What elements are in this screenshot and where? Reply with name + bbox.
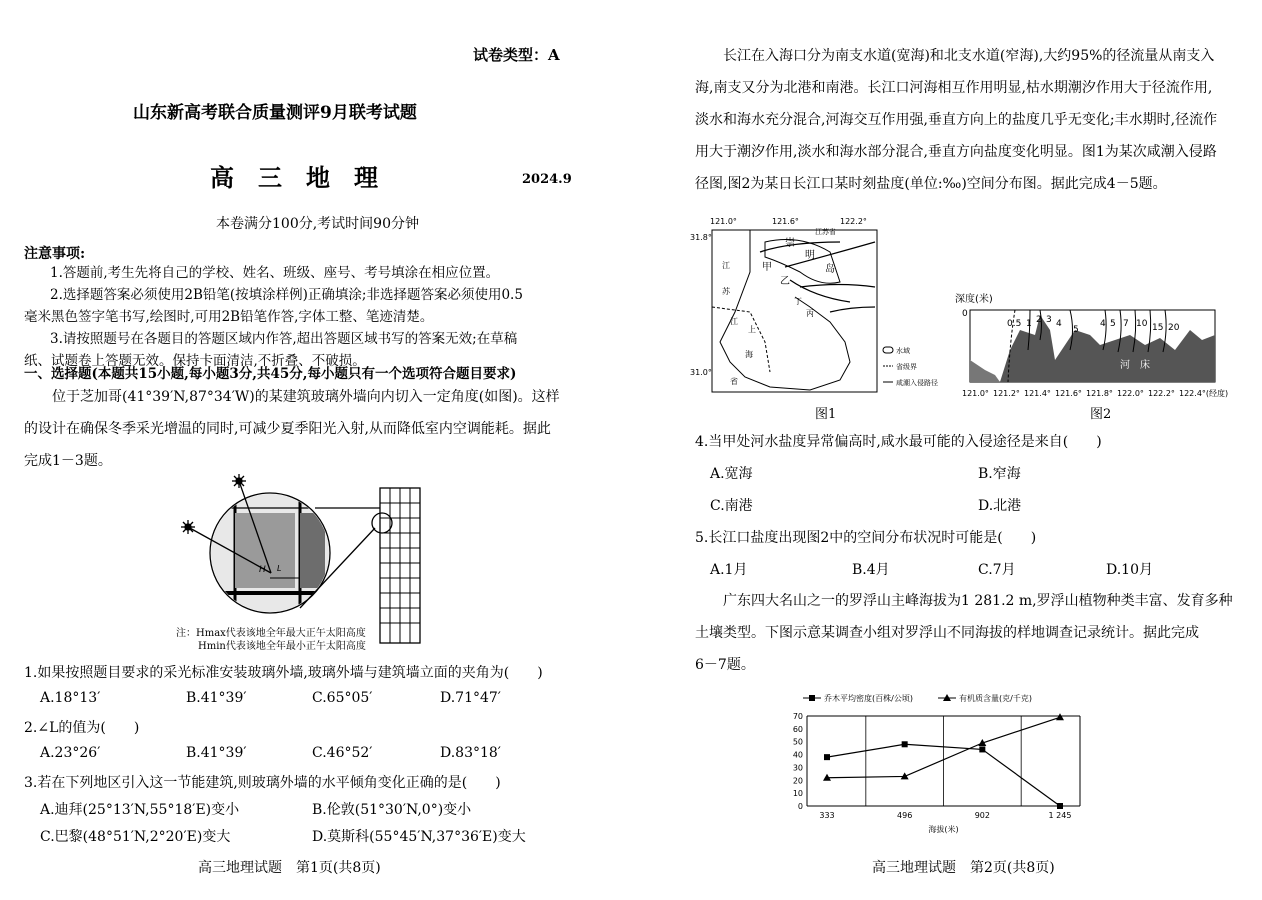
figure-note-2: Hmin代表该地全年最小正午太阳高度 <box>198 641 366 652</box>
place-label: 丙 <box>806 309 814 318</box>
legend-item: 水域 <box>896 347 910 355</box>
x-tick: 121.4° <box>1024 389 1051 398</box>
question-1: 1.如果按照题目要求的采光标准安装玻璃外墙,玻璃外墙与建筑墙立面的夹角为( ) <box>24 665 543 681</box>
altitude-line-chart <box>775 688 1110 838</box>
q4-option-b: B.窄海 <box>978 466 1021 482</box>
q4-option-d: D.北港 <box>978 498 1022 514</box>
lat-label: 31.0° <box>690 368 712 377</box>
lon-label: 122.2° <box>840 217 867 226</box>
place-label: 上 <box>748 325 756 334</box>
place-label: 海 <box>745 350 753 359</box>
y-tick-label: 40 <box>792 750 803 760</box>
x-tick-label: 902 <box>974 811 990 820</box>
data-point-square <box>1057 803 1063 809</box>
place-label: 崇 <box>785 238 795 249</box>
q5-option-d: D.10月 <box>1106 562 1153 578</box>
question-5: 5.长江口盐度出现图2中的空间分布状况时可能是( ) <box>695 530 1037 546</box>
intro-line: 6－7题。 <box>695 657 755 673</box>
place-label: 岛 <box>825 264 835 275</box>
isohaline-label: 4 <box>1056 319 1062 329</box>
isohaline-label: 20 <box>1168 323 1180 333</box>
intro-line: 位于芝加哥(41°39′N,87°34′W)的某建筑玻璃外墙向内切入一定角度(如图)。这样 <box>52 389 560 405</box>
intro-line: 土壤类型。下图示意某调查小组对罗浮山不同海拔的样地调查记录统计。据此完成 <box>695 625 1199 641</box>
notice-title: 注意事项: <box>24 246 86 262</box>
figure-1-map <box>690 212 938 422</box>
legend-item: 省级界 <box>896 363 917 371</box>
x-tick: 121.0° <box>962 389 989 398</box>
exam-date: 2024.9 <box>522 172 572 187</box>
subject-title: 高 三 地 理 <box>210 163 378 192</box>
isohaline-label: 4 <box>1100 319 1106 329</box>
isohaline-label: 5 <box>1073 325 1079 335</box>
q1-option-a: A.18°13′ <box>40 690 101 706</box>
intro-line: 径图,图2为某日长江口某时刻盐度(单位:‰)空间分布图。据此完成4－5题。 <box>695 176 1167 192</box>
page-footer: 高三地理试题 第1页(共8页) <box>198 860 381 876</box>
isohaline-label: 3 <box>1046 315 1052 325</box>
lon-label: 121.6° <box>772 217 799 226</box>
q5-option-b: B.4月 <box>852 562 890 578</box>
riverbed-label: 河 床 <box>1120 360 1150 371</box>
intro-line: 广东四大名山之一的罗浮山主峰海拔为1 281.2 m,罗浮山植物种类丰富、发育多种 <box>723 593 1233 609</box>
section-title: 一、选择题(本题共15小题,每小题3分,共45分,每小题只有一个选项符合题目要求) <box>24 366 517 382</box>
x-tick-label: 333 <box>819 811 835 820</box>
q5-option-a: A.1月 <box>710 562 748 578</box>
legend-item: 咸潮入侵路径 <box>896 379 938 387</box>
place-label: 苏 <box>722 287 730 296</box>
notice-item: 2.选择题答案必须使用2B铅笔(按填涂样例)正确填涂;非选择题答案必须使用0.5 <box>50 287 523 303</box>
place-label: 明 <box>805 250 815 261</box>
angle-l-label: L <box>277 564 282 573</box>
isohaline-label: 10 <box>1136 319 1148 329</box>
paper-type: 试卷类型：A <box>473 46 560 64</box>
x-tick: 122.0° <box>1117 389 1144 398</box>
y-tick-label: 0 <box>797 802 803 811</box>
y-tick-label: 10 <box>792 789 803 799</box>
q4-option-a: A.宽海 <box>710 466 753 482</box>
place-label: 乙 <box>780 276 790 287</box>
score-time: 本卷满分100分,考试时间90分钟 <box>216 216 419 232</box>
figure-note-1: 注：Hmax代表该地全年最大正午太阳高度 <box>176 628 366 639</box>
question-2: 2.∠L的值为( ) <box>24 720 140 736</box>
x-axis-label: 海拔(米) <box>928 825 959 834</box>
data-point-square <box>824 754 830 760</box>
data-point-square <box>979 746 985 752</box>
notice-list <box>24 262 584 372</box>
legend-label: 乔木平均密度(百株/公顷) <box>824 694 913 703</box>
x-tick: 122.2° <box>1148 389 1175 398</box>
question-3: 3.若在下列地区引入这一节能建筑,则玻璃外墙的水平倾角变化正确的是( ) <box>24 775 501 791</box>
place-label: 甲 <box>762 262 772 273</box>
isohaline-label: 0.5 <box>1007 319 1022 329</box>
figure-1-caption: 图1 <box>815 407 837 422</box>
intro-line: 长江在入海口分为南支水道(宽海)和北支水道(窄海),大约95%的径流量从南支入 <box>723 48 1215 64</box>
place-label: 江苏省 <box>815 228 836 236</box>
q3-option-d: D.莫斯科(55°45′N,37°36′E)变大 <box>312 829 526 845</box>
x-tick-label: 496 <box>897 811 913 820</box>
q2-option-a: A.23°26′ <box>40 745 101 761</box>
isohaline-label: 2 <box>1036 315 1042 325</box>
x-tick: 121.8° <box>1086 389 1113 398</box>
q2-option-c: C.46°52′ <box>312 745 373 761</box>
q1-option-b: B.41°39′ <box>186 690 247 706</box>
question-4: 4.当甲处河水盐度异常偏高时,咸水最可能的入侵途径是来自( ) <box>695 434 1102 450</box>
intro-6-7 <box>695 585 1255 681</box>
x-tick: 121.6° <box>1055 389 1082 398</box>
q1-option-c: C.65°05′ <box>312 690 373 706</box>
q3-option-c: C.巴黎(48°51′N,2°20′E)变大 <box>40 829 231 845</box>
intro-line: 海,南支又分为北港和南港。长江口河海相互作用明显,枯水期潮汐作用大于径流作用, <box>695 80 1213 96</box>
notice-item: 1.答题前,考生先将自己的学校、姓名、班级、座号、考号填涂在相应位置。 <box>50 265 500 281</box>
isohaline-label: 1 <box>1026 319 1032 329</box>
y-tick-label: 50 <box>792 737 803 747</box>
depth-label: 深度(米) <box>955 294 993 305</box>
isohaline-label: 5 <box>1110 319 1116 329</box>
data-point-triangle <box>1056 713 1064 720</box>
notice-item: 毫米黑色签字笔书写,绘图时,可用2B铅笔作答,字体工整、笔迹清楚。 <box>24 309 434 325</box>
depth-zero: 0 <box>962 309 968 319</box>
place-label: 省 <box>730 377 738 386</box>
intro-line: 淡水和海水充分混合,河海交互作用强,垂直方向上的盐度几乎无变化;丰水期时,径流作 <box>695 112 1218 128</box>
notice-item: 纸、试题卷上答题无效。保持卡面清洁,不折叠、不破损。 <box>24 353 366 369</box>
intro-line: 完成1－3题。 <box>24 453 112 469</box>
intro-line: 的设计在确保冬季采光增温的同时,可减少夏季阳光入射,从而降低室内空调能耗。据此 <box>24 421 551 437</box>
page-2 <box>640 0 1262 900</box>
q5-option-c: C.7月 <box>978 562 1016 578</box>
legend-marker <box>809 695 815 701</box>
exam-title: 山东新高考联合质量测评9月联考试题 <box>133 103 417 123</box>
intro-4-5 <box>695 40 1255 200</box>
q4-option-c: C.南港 <box>710 498 753 514</box>
x-tick-label: 1 245 <box>1048 811 1072 820</box>
notice-item: 3.请按照题号在各题目的答题区域内作答,超出答题区域书写的答案无效;在草稿 <box>50 331 518 347</box>
place-label: 江 <box>722 261 730 270</box>
legend-label: 有机质含量(克/千克) <box>959 694 1032 703</box>
isohaline-label: 7 <box>1123 319 1129 329</box>
y-tick-label: 70 <box>792 712 803 721</box>
y-tick-label: 30 <box>792 763 803 773</box>
isohaline-label: 15 <box>1152 323 1164 333</box>
x-tick: 122.4°(经度) <box>1179 389 1229 398</box>
lon-label: 121.0° <box>710 217 737 226</box>
intro-line: 用大于潮汐作用,淡水和海水部分混合,垂直方向盐度变化明显。图1为某次咸潮入侵路 <box>695 144 1217 160</box>
y-tick-label: 60 <box>792 724 803 734</box>
place-label: 江 <box>730 317 738 326</box>
x-tick: 121.2° <box>993 389 1020 398</box>
y-tick-label: 20 <box>792 776 803 786</box>
figure-2-profile <box>940 290 1262 405</box>
q1-option-d: D.71°47′ <box>440 690 501 706</box>
page-1 <box>0 0 620 900</box>
angle-h-label: H <box>259 565 266 575</box>
q2-option-b: B.41°39′ <box>186 745 247 761</box>
q3-option-a: A.迪拜(25°13′N,55°18′E)变小 <box>40 802 240 818</box>
data-point-square <box>902 741 908 747</box>
place-label: 丁 <box>794 297 802 306</box>
lat-label: 31.8° <box>690 233 712 242</box>
figure-2-caption: 图2 <box>1090 407 1112 422</box>
building-figure <box>175 468 435 648</box>
q2-option-d: D.83°18′ <box>440 745 501 761</box>
q3-option-b: B.伦敦(51°30′N,0°)变小 <box>312 802 472 818</box>
intro-1-3 <box>24 381 584 477</box>
page-footer: 高三地理试题 第2页(共8页) <box>872 860 1055 876</box>
